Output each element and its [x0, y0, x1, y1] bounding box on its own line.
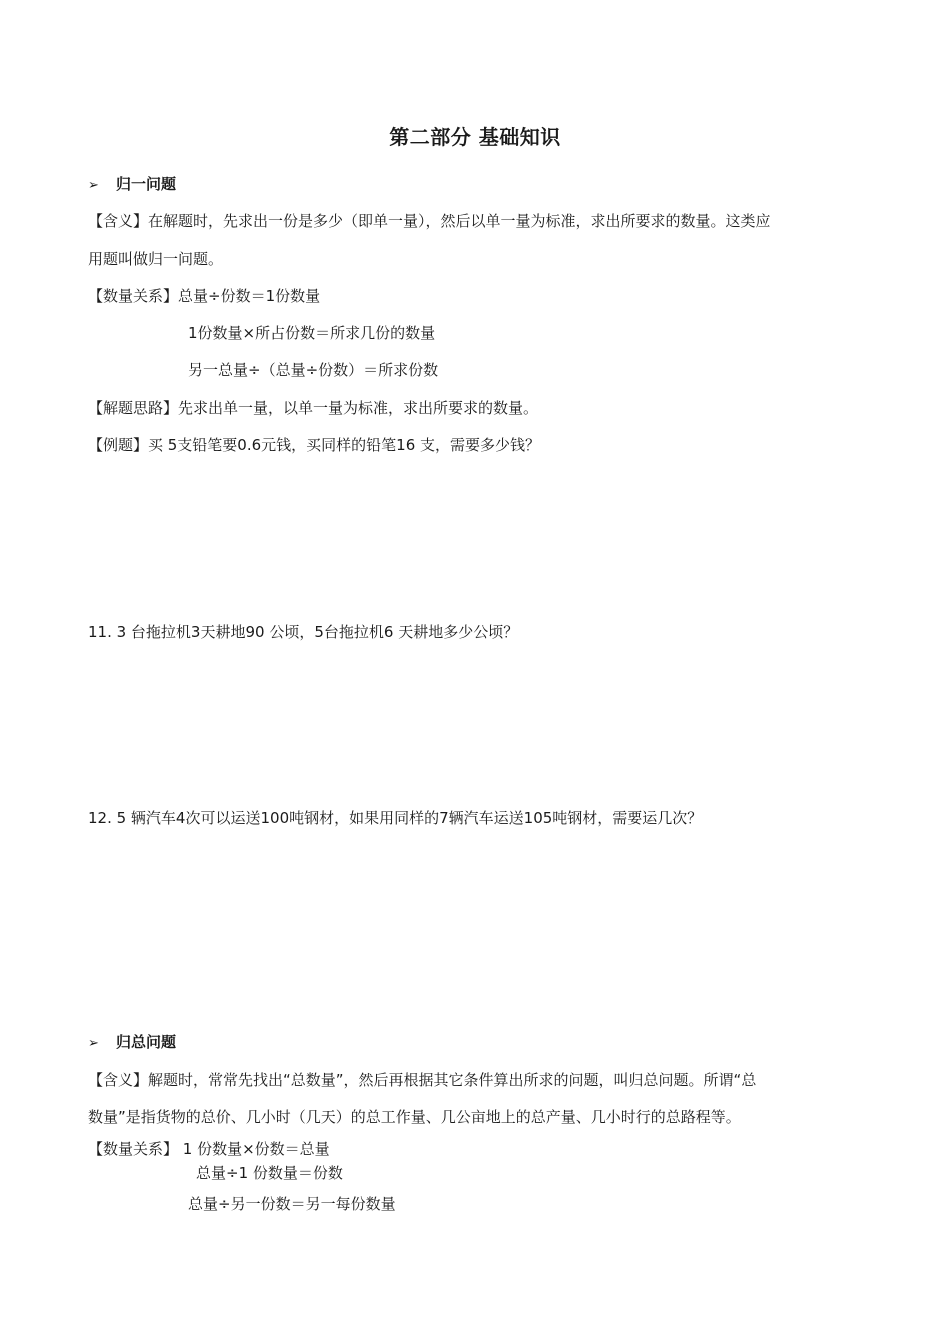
- section-heading-text: 归一问题: [116, 175, 177, 193]
- meaning-paragraph-line-1: 【含义】解题时，常常先找出“总数量”，然后再根据其它条件算出所求的问题，叫归总问题。所谓“总: [88, 1071, 757, 1089]
- question-12: 12. 5 辆汽车4次可以运送100吨钢材，如果用同样的7辆汽车运送105吨钢材，需要运几次？: [88, 809, 703, 827]
- question-11: 11. 3 台拖拉机3天耕地90 公顷，5台拖拉机6 天耕地多少公顷？: [88, 623, 519, 641]
- meaning-paragraph-line-1: 【含义】在解题时，先求出一份是多少（即单一量），然后以单一量为标准，求出所要求的数量。这类应: [88, 212, 771, 230]
- quantity-relation-line-1: 【数量关系】 1 份数量×份数＝总量: [88, 1140, 330, 1158]
- section-heading-guizong: [88, 1032, 176, 1054]
- example-question: 【例题】买 5支铅笔要0.6元钱，买同样的铅笔16 支，需要多少钱？: [88, 436, 541, 454]
- arrow-bullet-icon: ➢: [88, 1036, 99, 1051]
- solution-approach: 【解题思路】先求出单一量，以单一量为标准，求出所要求的数量。: [88, 399, 539, 417]
- quantity-relation-line-2: 总量÷1 份数量＝份数: [196, 1164, 343, 1182]
- page-title: 第二部分 基础知识: [389, 125, 561, 149]
- quantity-relation-line-1: 【数量关系】总量÷份数＝1份数量: [88, 287, 321, 305]
- section-heading-guiyi: [88, 174, 176, 196]
- arrow-bullet-icon: ➢: [88, 178, 99, 193]
- quantity-relation-line-3: 总量÷另一份数＝另一每份数量: [188, 1195, 396, 1213]
- section-heading-text: 归总问题: [116, 1033, 177, 1051]
- quantity-relation-line-2: 1份数量×所占份数＝所求几份的数量: [188, 324, 436, 342]
- meaning-paragraph-line-2: 数量”是指货物的总价、几小时（几天）的总工作量、几公亩地上的总产量、几小时行的总路程等。: [88, 1108, 741, 1126]
- quantity-relation-line-3: 另一总量÷（总量÷份数）＝所求份数: [188, 361, 439, 379]
- meaning-paragraph-line-2: 用题叫做归一问题。: [88, 250, 224, 268]
